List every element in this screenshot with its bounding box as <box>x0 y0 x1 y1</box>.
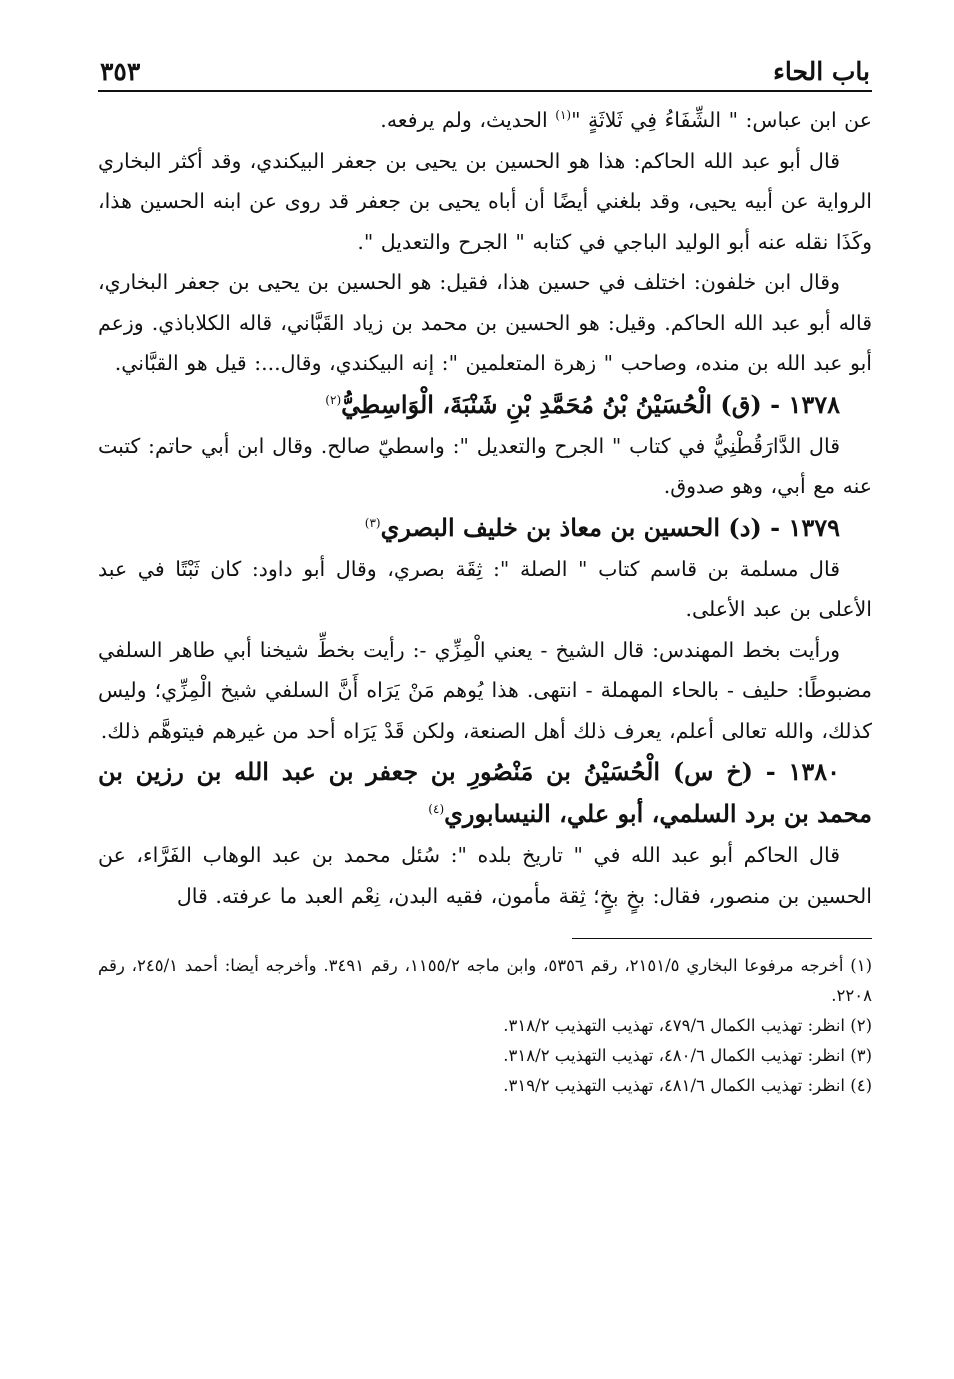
entry-heading-1380 <box>98 751 872 835</box>
entry-heading-text: ١٣٧٩ - (د) الحسين بن معاذ بن خليف البصري <box>380 512 840 542</box>
entry-heading-1378 <box>98 384 872 426</box>
footnote-ref-1: (١) <box>555 108 572 123</box>
paragraph-muhandis: ورأيت بخط المهندس: قال الشيخ - يعني الْمِزِّي -: رأيت بخطِّ شيخنا أبي طاهر السلفي مضبوطًا: حليف - بالحاء المهملة - انتهى. هذا يُوهم مَنْ يَرَاه أَنَّ السلفي شيخ الْمِزِّي؛ وليس كذلك، والله تعالى أعلم، يعرف ذلك أهل الصنعة، ولكن قَدْ يَرَاه أحد من غيرهم فيتوهَّم ذلك. <box>98 637 872 743</box>
footnote-1: (١) أخرجه مرفوعا البخاري ٢١٥١/٥، رقم ٥٣٥٦، وابن ماجه ١١٥٥/٢، رقم ٣٤٩١. وأخرجه أيضا: أحمد ٢٤٥/١، رقم ٢٢٠٨. <box>98 956 873 1005</box>
footnote-4: (٤) انظر: تهذيب الكمال ٤٨١/٦، تهذيب التهذيب ٣١٩/٢. <box>503 1076 872 1095</box>
footnotes <box>98 951 872 1101</box>
paragraph-daraqutni: قال الدَّارَقُطْنِيُّ في كتاب " الجرح والتعديل ": واسطيّ صالح. وقال ابن أبي حاتم: كتبت عنه مع أبي، وهو صدوق. <box>98 433 872 498</box>
entry-heading-1379 <box>98 507 872 549</box>
entry-heading-text: ١٣٨٠ - (خ س) الْحُسَيْنُ بن مَنْصُورِ بن جعفر بن عبد الله بن رزين بن محمد بن برد السلمي، أبو علي، النيسابوري <box>98 757 872 828</box>
paragraph-tarikh: قال الحاكم أبو عبد الله في " تاريخ بلده ": سُئل محمد بن عبد الوهاب الفَرَّاء، عن الحسين بن منصور، فقال: بخٍ بخٍ؛ ثِقة مأمون، فقيه البدن، نِعْم العبد ما عرفته. قال <box>98 843 872 908</box>
running-header <box>98 46 872 90</box>
entry-heading-text: ١٣٧٨ - (ق) الْحُسَيْنُ بْنُ مُحَمَّدِ بْنِ شَنْبَةَ، الْوَاسِطِيُّ <box>341 389 840 419</box>
page-number: ٣٥٣ <box>100 57 141 86</box>
paragraph-tail: الحديث، ولم يرفعه. <box>380 108 556 132</box>
footnote-3: (٣) انظر: تهذيب الكمال ٤٨٠/٦، تهذيب التهذيب ٣١٨/٢. <box>503 1046 872 1065</box>
hadith-quote: عن ابن عباس: " الشِّفَاءُ فِي ثَلاثَةٍ " <box>571 108 872 132</box>
footnote-separator <box>572 938 872 939</box>
paragraph-hakim: قال أبو عبد الله الحاكم: هذا هو الحسين بن يحيى بن جعفر البيكندي، وقد أكثر البخاري الرواية عن أبيه يحيى، وقد بلغني أيضًا أن أباه يحيى بن جعفر قد روى عن ابنه الحسين هذا، وكَذَا نقله عنه أبو الوليد الباجي في كتابه " الجرح والتعديل ". <box>98 148 872 254</box>
footnote-ref-3: (٣) <box>364 515 381 530</box>
footnote-ref-2: (٢) <box>325 392 342 407</box>
paragraph-continuation <box>98 100 872 141</box>
book-page <box>98 46 872 1101</box>
paragraph-ibn-khalfun: وقال ابن خلفون: اختلف في حسين هذا، فقيل: هو الحسين بن يحيى بن جعفر البخاري، قاله أبو عبد الله الحاكم. وقيل: هو الحسين بن محمد بن زياد القَبَّاني، قاله الكلاباذي. وزعم أبو عبد الله بن منده، وصاحب " زهرة المتعلمين ": إنه البيكندي، وقال...: قيل هو القبَّاني. <box>98 270 872 375</box>
header-rule <box>98 90 872 92</box>
chapter-title: باب الحاء <box>773 57 870 86</box>
footnote-2: (٢) انظر: تهذيب الكمال ٤٧٩/٦، تهذيب التهذيب ٣١٨/٢. <box>503 1016 872 1035</box>
paragraph-maslama: قال مسلمة بن قاسم كتاب " الصلة ": ثِقَة بصري، وقال أبو داود: كان ثَبْتًا في عبد الأعلى بن عبد الأعلى. <box>98 556 872 621</box>
footnote-ref-4: (٤) <box>428 802 445 816</box>
